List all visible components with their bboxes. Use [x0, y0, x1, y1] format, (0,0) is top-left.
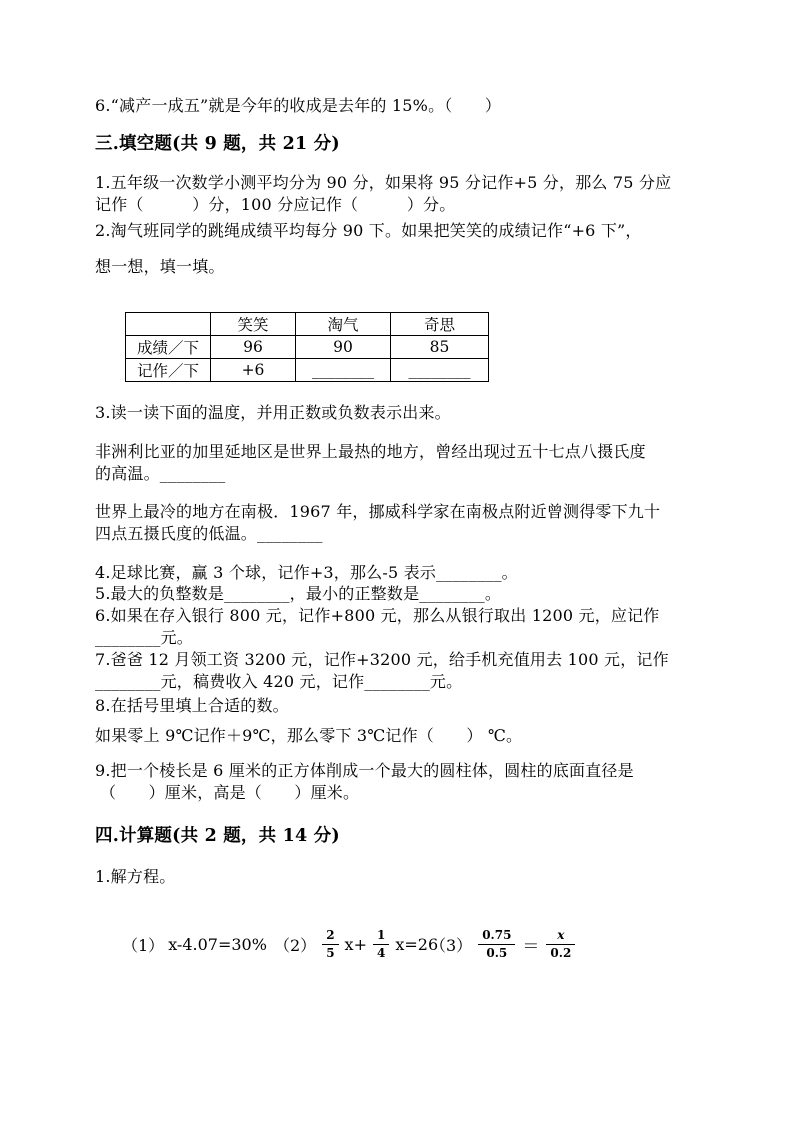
- equation-3-prefix: （3）: [430, 935, 473, 955]
- scores-table: [125, 312, 489, 382]
- fraction-denominator: 0.5: [486, 945, 508, 960]
- fill-q1-line1: 1.五年级一次数学小测平均分为 90 分，如果将 95 分记作+5 分，那么 75 分应: [95, 173, 672, 192]
- table-header-cell: 奇思: [391, 313, 489, 336]
- fraction: [478, 928, 515, 961]
- fraction-numerator: 0.75: [478, 928, 515, 945]
- fraction-numerator: 1: [373, 928, 389, 945]
- fraction-denominator: 4: [376, 945, 386, 960]
- fill-q3-para2-line2: 四点五摄氏度的低温。________: [95, 524, 323, 543]
- fraction-numerator: 2: [322, 928, 338, 945]
- table-header-cell: 笑笑: [211, 313, 296, 336]
- calc-q1-label: 1.解方程。: [95, 867, 176, 886]
- equation-3: [428, 918, 579, 970]
- fraction: [546, 928, 575, 961]
- table-cell: +6: [211, 359, 296, 382]
- fill-q7-line2: ________元，稿费收入 420 元，记作________元。: [95, 672, 463, 691]
- fill-q3-para2-line1: 世界上最冷的地方在南极．1967 年，挪威科学家在南极点附近曾测得零下九十: [95, 502, 661, 521]
- equation-2-middle: x+: [344, 934, 367, 954]
- fill-q2-line1: 2.淘气班同学的跳绳成绩平均每分 90 下。如果把笑笑的成绩记作“+6 下”，: [95, 221, 642, 240]
- table-header-cell: [126, 313, 211, 336]
- equation-1: [120, 918, 269, 970]
- fill-q9-line2: （ ）厘米，高是（ ）厘米。: [100, 783, 360, 802]
- fill-q7-line1: 7.爸爸 12 月领工资 3200 元，记作+3200 元，给手机充值用去 100 元，记作: [95, 650, 669, 669]
- fill-q8-line2: 如果零上 9℃记作＋9℃，那么零下 3℃记作（ ） ℃。: [95, 726, 523, 745]
- equations-row: [0, 918, 794, 970]
- calc-section-title: 四.计算题(共 2 题，共 14 分): [95, 826, 340, 846]
- table-row-notation: [126, 359, 489, 382]
- fill-q2-line2: 想一想，填一填。: [95, 257, 225, 276]
- fraction: [373, 928, 389, 961]
- equation-2: [272, 918, 440, 970]
- equation-1-body: x-4.07=30%: [168, 934, 267, 954]
- table-cell: 成绩／下: [126, 336, 211, 359]
- fill-q9-line1: 9.把一个棱长是 6 厘米的正方体削成一个最大的圆柱体，圆柱的底面直径是: [95, 761, 634, 780]
- fill-q4: 4.足球比赛，赢 3 个球，记作+3，那么-5 表示________。: [95, 563, 518, 582]
- fill-q1-line2: 记作（ ）分，100 分应记作（ ）分。: [95, 195, 456, 214]
- judge-question-6: 6.“减产一成五”就是今年的收成是去年的 15%。（ ）: [95, 96, 502, 115]
- equation-1-prefix: （1）: [122, 935, 165, 955]
- equation-2-suffix: x=26: [395, 934, 439, 954]
- table-cell: 记作／下: [126, 359, 211, 382]
- table-cell: 90: [296, 336, 391, 359]
- table-cell-blank: ________: [391, 359, 489, 382]
- fraction-numerator: x: [546, 928, 575, 945]
- fill-section-title: 三.填空题(共 9 题，共 21 分): [95, 134, 340, 154]
- equals-sign: ＝: [522, 936, 540, 957]
- fraction: [322, 928, 338, 961]
- fill-q3-para1-line1: 非洲利比亚的加里延地区是世界上最热的地方，曾经出现过五十七点八摄氏度: [95, 442, 646, 461]
- equation-2-prefix: （2）: [274, 935, 317, 955]
- table-cell: 85: [391, 336, 489, 359]
- fraction-denominator: 0.2: [550, 945, 572, 960]
- table-header-cell: 淘气: [296, 313, 391, 336]
- fill-q6-line1: 6.如果在存入银行 800 元，记作+800 元，那么从银行取出 1200 元，应记作: [95, 606, 660, 625]
- table-cell: 96: [211, 336, 296, 359]
- fraction-denominator: 5: [326, 945, 335, 960]
- fill-q3-prompt: 3.读一读下面的温度，并用正数或负数表示出来。: [95, 403, 451, 422]
- fill-q8-line1: 8.在括号里填上合适的数。: [95, 696, 289, 715]
- fill-q6-line2: ________元。: [95, 628, 194, 647]
- table-row-scores: [126, 336, 489, 359]
- table-header-row: [126, 313, 489, 336]
- fill-q3-para1-line2: 的高温。________: [95, 464, 226, 483]
- fill-q5: 5.最大的负整数是________，最小的正整数是________。: [95, 584, 502, 603]
- table-cell-blank: ________: [296, 359, 391, 382]
